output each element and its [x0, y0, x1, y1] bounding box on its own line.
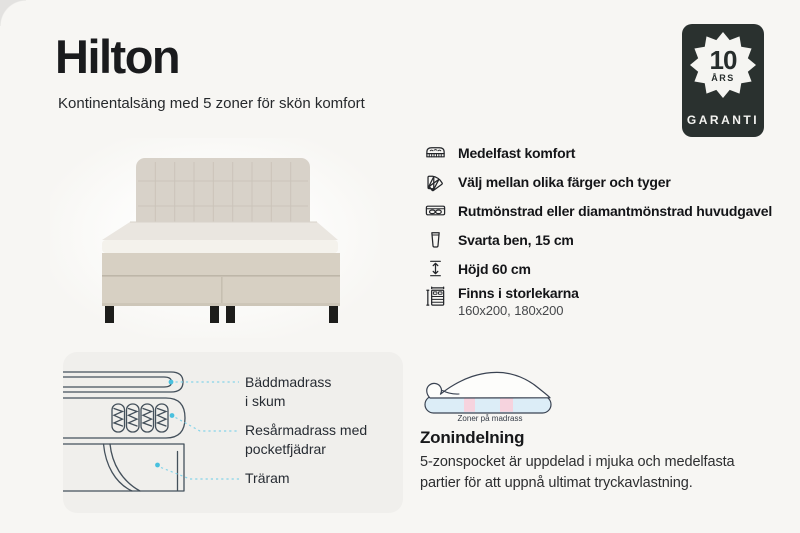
badge-star-text [690, 32, 756, 98]
warranty-years-suffix: ÅRS [711, 72, 735, 83]
product-title: Hilton [55, 30, 180, 83]
diagram-label-line: Resårmadrass med [245, 422, 368, 438]
bed-leg-icon [422, 228, 448, 251]
feature-item-comfort [422, 138, 794, 167]
diagram-label-line: Träram [245, 470, 290, 486]
feature-label: Finns i storlekarna [458, 285, 579, 301]
pocket-springs [112, 404, 168, 432]
diagram-label-topper [245, 373, 331, 411]
bed-product-image [58, 148, 364, 328]
fabric-swatch-fan-icon [422, 170, 448, 193]
height-arrow-icon [422, 257, 448, 280]
feature-label: Välj mellan olika färger och tyger [458, 173, 671, 190]
warranty-years: 10 [709, 44, 737, 75]
zones-description: 5-zonspocket är uppdelad i mjuka och medelfasta partier för att uppnå ultimat tryckavlastning. [420, 454, 735, 491]
feature-item-height [422, 254, 794, 283]
zones-heading: Zonindelning [420, 428, 525, 447]
diagram-label-springs [245, 421, 367, 459]
bed-cross-section-diagram [63, 352, 263, 513]
zones-caption: Zoner på madrass [457, 414, 523, 423]
feature-item-legs [422, 225, 794, 254]
warranty-badge [682, 24, 764, 137]
feature-label: Medelfast komfort [458, 144, 576, 161]
feature-list [422, 138, 794, 331]
diagram-label-line: i skum [245, 393, 286, 409]
product-subtitle: Kontinentalsäng med 5 zoner för skön komfort [58, 95, 365, 112]
page-rounded-corner [0, 0, 26, 26]
feature-item-headboard [422, 196, 794, 225]
bed-size-top-view-icon [422, 285, 448, 308]
mattress-zones-illustration [420, 358, 560, 416]
warranty-label: GARANTI [686, 113, 760, 127]
diagram-label-line: pocketfjädrar [245, 441, 326, 457]
bed-legs [105, 306, 338, 323]
mattress-comfort-icon [422, 141, 448, 164]
feature-item-fabrics [422, 167, 794, 196]
construction-diagram-card [63, 352, 403, 513]
feature-sublabel: 160x200, 180x200 [458, 303, 564, 318]
diagram-label-line: Bäddmadrass [245, 374, 332, 390]
feature-label: Rutmönstrad eller diamantmönstrad huvudgavel [458, 202, 773, 219]
feature-item-sizes [422, 283, 794, 331]
feature-label: Höjd 60 cm [458, 260, 531, 277]
feature-text-group [458, 285, 579, 318]
diagram-label-frame [245, 469, 290, 488]
sleeping-person-outline [427, 372, 550, 398]
starburst-seal-icon [690, 32, 756, 98]
feature-label: Svarta ben, 15 cm [458, 231, 574, 248]
headboard-icon [422, 199, 448, 222]
